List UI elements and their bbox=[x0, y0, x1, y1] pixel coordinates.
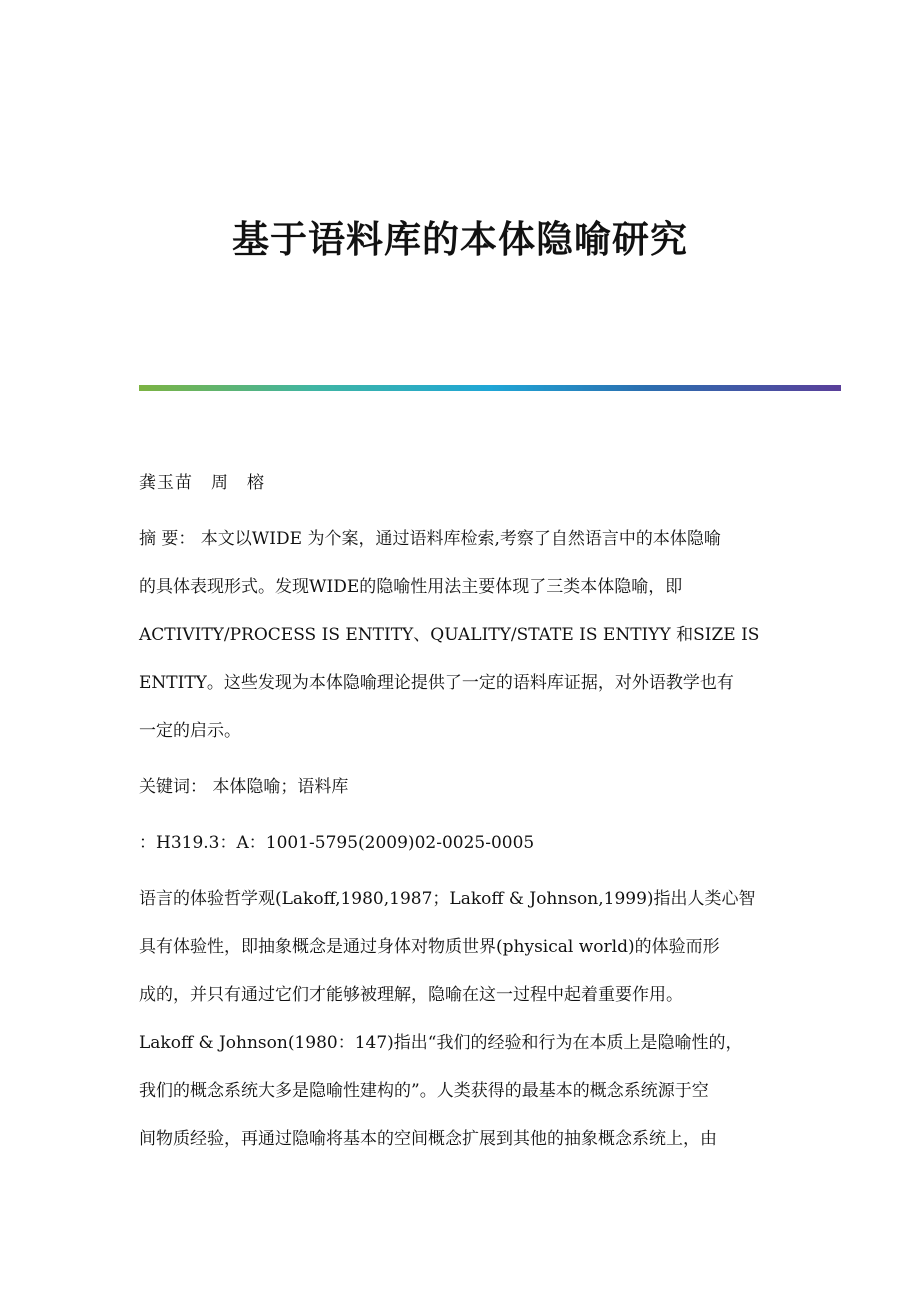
body-line: 我们的概念系统大多是隐喻性建构的”。人类获得的最基本的概念系统源于空 bbox=[139, 1081, 709, 1101]
body-text bbox=[139, 875, 789, 1163]
body-line: 具有体验性，即抽象概念是通过身体对物质世界(physical world)的体验而形 bbox=[139, 937, 720, 957]
abstract-line: 一定的启示。 bbox=[139, 721, 241, 741]
abstract-line: 摘 要： 本文以WIDE 为个案，通过语料库检索,考察了自然语言中的本体隐喻 bbox=[139, 529, 721, 549]
classification-info: ：H319.3：A：1001-5795(2009)02-0025-0005 bbox=[139, 833, 535, 853]
title-divider bbox=[139, 385, 841, 391]
abstract-line: ENTITY。这些发现为本体隐喻理论提供了一定的语料库证据，对外语教学也有 bbox=[139, 673, 734, 693]
abstract-line: 的具体表现形式。发现WIDE的隐喻性用法主要体现了三类本体隐喻，即 bbox=[139, 577, 683, 597]
body-line: Lakoff & Johnson(1980：147)指出“我们的经验和行为在本质上是隐喻性的， bbox=[139, 1033, 743, 1053]
body-line: 语言的体验哲学观(Lakoff,1980,1987；Lakoff & Johnson,1999)指出人类心智 bbox=[139, 889, 756, 909]
page-title: 基于语料库的本体隐喻研究 bbox=[232, 217, 688, 261]
body-line: 间物质经验，再通过隐喻将基本的空间概念扩展到其他的抽象概念系统上，由 bbox=[139, 1129, 717, 1149]
abstract bbox=[139, 515, 789, 755]
body-line: 成的，并只有通过它们才能够被理解，隐喻在这一过程中起着重要作用。 bbox=[139, 985, 683, 1005]
abstract-line: ACTIVITY/PROCESS IS ENTITY、QUALITY/STATE IS ENTIYY 和SIZE IS bbox=[139, 625, 760, 645]
keywords: 关键词： 本体隐喻；语料库 bbox=[139, 777, 349, 797]
authors: 龚玉苗 周 榕 bbox=[139, 473, 265, 493]
